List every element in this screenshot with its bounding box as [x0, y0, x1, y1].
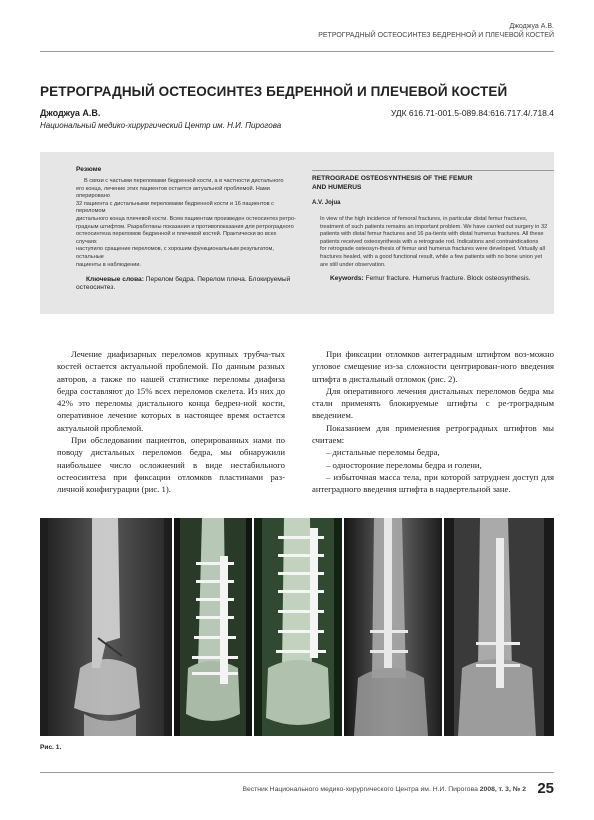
running-header-author: Джоджуа А.В. [509, 23, 554, 30]
body-paragraph: При обследовании пациентов, оперированных нами по поводу дистальных переломов бедра, мы обнаружили наибольшее число осложнений в виде нестабильного остеосинтеза при фиксации отломков пластинами раз-личной конфигурации (рис. 1). [57, 435, 285, 495]
abstract-en [312, 174, 554, 283]
figure-1 [40, 518, 554, 736]
abstract-ru-line: 32 пациента с дистальными переломами бедренной кости и 16 пациентов с переломом [76, 200, 274, 215]
abstract-ru-line: В связи с частыми переломами бедренной кости, а в частности дистального [84, 178, 284, 184]
abstract-en-text [312, 216, 554, 269]
footer-rule [40, 772, 554, 773]
abstract-en-author: A.V. Jojua [312, 200, 341, 206]
keywords-ru-label: Ключевые слова: [86, 276, 144, 284]
abstract-ru-line: его конца, лечение этих пациентов остается актуальной проблемой. Нами оперировано [76, 185, 270, 200]
body-paragraph: Лечение диафизарных переломов крупных трубча-тых костей остается актуальной проблемой. По данным разных авторов, а также по нашей статистике переломы диафиза бедра составляют до 15% всех переломов скелета. Из них до 42% это переломы дистального конца бедрен-ной кости, оперативное лечение которых в настоящее время остается актуальной проблемой. [57, 349, 285, 433]
running-header-title: РЕТРОГРАДНЫЙ ОСТЕОСИНТЕЗ БЕДРЕННОЙ И ПЛЕЧЕВОЙ КОСТЕЙ [318, 32, 554, 39]
body-column-right [312, 348, 554, 496]
udk-code: УДК 616.71-001.5-089.84:616.717.4/.718.4 [390, 108, 554, 118]
body-paragraph: При фиксации отломков антеградным штифтом воз-можно угловое смещение из-за сложности центрирован-ного введения штифта в дистальный отломок (рис. 2). [312, 349, 554, 384]
abstract-ru-heading: Резюме [76, 166, 102, 173]
abstract-en-keywords [312, 275, 554, 283]
abstract-en-title-line2: AND HUMERUS [312, 184, 362, 191]
abstract-ru [76, 166, 298, 293]
abstract-ru-line: наступило сращение переломов, с хорошим функциональным результатом, остальные [76, 246, 274, 260]
xray-image-5 [444, 518, 554, 736]
list-item: – дистальные переломы бедра, [326, 447, 440, 458]
abstract-ru-line: градным штифтом. Разработаны показания и противопоказания для ретроградного [76, 223, 294, 230]
abstract-en-line: for retrograde osteosyn-thesis of femur and humerus fractures were developed. Virtually all [320, 246, 546, 253]
header-rule [40, 51, 554, 52]
abstract-en-line: patients with distal femur fractures and 16 pa-tients with distal humerus fractures. All these [320, 231, 544, 238]
page-number: 25 [537, 780, 554, 797]
footer-journal [242, 786, 526, 793]
abstract-ru-keywords [76, 276, 298, 284]
running-header [318, 22, 554, 40]
xray-image-3 [254, 518, 342, 736]
body-paragraph: Показанием для применения ретроградных штифтов мы считаем: [312, 422, 554, 446]
abstract-en-line: are still under observation. [320, 261, 386, 268]
abstract-ru-line: остеосинтеза переломов бедренной и плечевой костей. Практически во всех случаях [76, 231, 277, 245]
abstract-en-line: fractures healed, with a good functional result, while a few patients with no bone union yet [320, 253, 543, 260]
abstract-en-line: In view of the high incidence of femoral fractures, in particular distal femur fractures, [320, 216, 528, 222]
abstract-ru-line: пациенты в наблюдении. [76, 261, 142, 268]
body-column-left [57, 348, 285, 496]
xray-image-1 [40, 518, 172, 736]
xray-image-2 [174, 518, 252, 736]
article-author: Джоджуа А.В. [40, 108, 101, 118]
abstract-en-rule [312, 170, 554, 171]
footer-issue: 2008, т. 3, № 2 [479, 786, 526, 793]
figure-caption: Рис. 1. [40, 744, 62, 751]
article-title: РЕТРОГРАДНЫЙ ОСТЕОСИНТЕЗ БЕДРЕННОЙ И ПЛЕЧЕВОЙ КОСТЕЙ [40, 84, 508, 99]
keywords-en-label: Keywords: [330, 275, 364, 283]
abstract-ru-line: дистального конца плечевой кости. Всем пациентам произведен остеосинтез ретро- [76, 215, 296, 222]
xray-image-4 [344, 518, 442, 736]
abstract-en-line: patients received osteosynthesis with a retrograde rod. Indications and contraindications [320, 238, 539, 245]
article-institution: Национальный медико-хирургический Центр им. Н.И. Пирогова [40, 121, 282, 130]
list-item: – избыточная масса тела, при которой затруднен доступ для антеградного введения штифта в надвертельной зане. [312, 471, 554, 495]
abstract-en-title [312, 174, 554, 192]
keywords-ru-text-cont: остеосинтез. [76, 284, 116, 292]
footer-journal-name: Вестник Национального медико-хирургического Центра им. Н.И. Пирогова [242, 786, 478, 793]
keywords-en-text: Femur fracture. Humerus fracture. Block osteosynthesis. [365, 275, 531, 283]
abstract-en-line: treatment of such patients remains an important problem. We have carried out surgery in 32 [320, 223, 548, 230]
body-paragraph: Для оперативного лечения дистальных переломов бедра мы стали применять блокируемые штифты с ре-троградным введением. [312, 385, 554, 421]
list-item: – одностороние переломы бедра и голени, [326, 459, 482, 470]
keywords-ru-text: Перелом бедра. Перелом плеча. Блокируемый [145, 276, 291, 284]
abstract-en-title-line1: RETROGRADE OSTEOSYNTHESIS OF THE FEMUR [312, 175, 473, 182]
